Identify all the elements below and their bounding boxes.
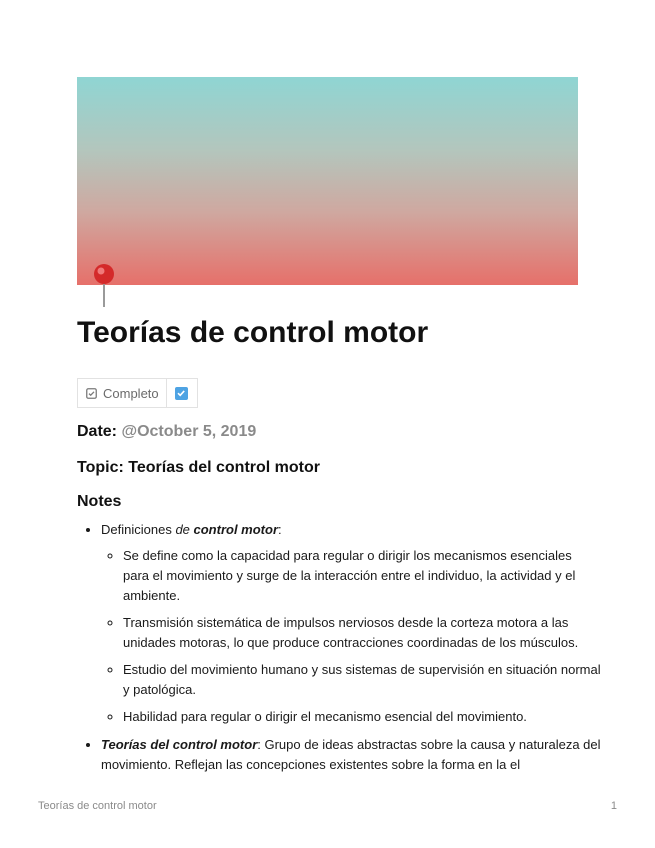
item1-strong: control motor (193, 522, 279, 537)
list-item (101, 735, 601, 775)
sub-list-item: ◦ Se define como la capacidad para regular o dirigir los mecanismos esenciales para el movimiento y surge de la interacción entre el individuo, la actividad y el ambiente. (123, 546, 601, 606)
topic-label: Topic: (77, 459, 124, 476)
notes-heading: Notes (77, 493, 122, 510)
item1-post: : (278, 522, 282, 537)
sub-list-item: ◦ Habilidad para regular o dirigir el mecanismo esencial del movimiento. (123, 707, 601, 727)
topic-value: Teorías del control motor (128, 459, 320, 476)
item2-strong: Teorías del control motor (101, 737, 258, 752)
item1-text: Definiciones (101, 522, 176, 537)
sub-list-item: ◦ Estudio del movimiento humano y sus sistemas de supervisión en situación normal y patológica. (123, 660, 601, 700)
property-name-label: Completo (103, 385, 159, 401)
date-mention[interactable]: @October 5, 2019 (121, 423, 257, 440)
notes-list (77, 520, 601, 778)
footer-page-number: 1 (610, 800, 617, 812)
footer-title: Teorías de control motor (38, 800, 157, 812)
item1-em: de (175, 522, 194, 537)
date-label: Date: (77, 423, 118, 440)
list-item (101, 520, 601, 727)
page-title: Teorías de control motor (77, 316, 429, 349)
item2-text: : Grupo de ideas abstractas sobre la causa y naturaleza del movimiento. Reflejan las concepciones existentes sobre la forma en la el (101, 737, 601, 772)
definitions-sublist (101, 546, 601, 727)
sub-list-item: ◦ Transmisión sistemática de impulsos nerviosos desde la corteza motora a las unidades motoras, lo que produce contracciones coordinadas de los músculos. (123, 613, 601, 653)
